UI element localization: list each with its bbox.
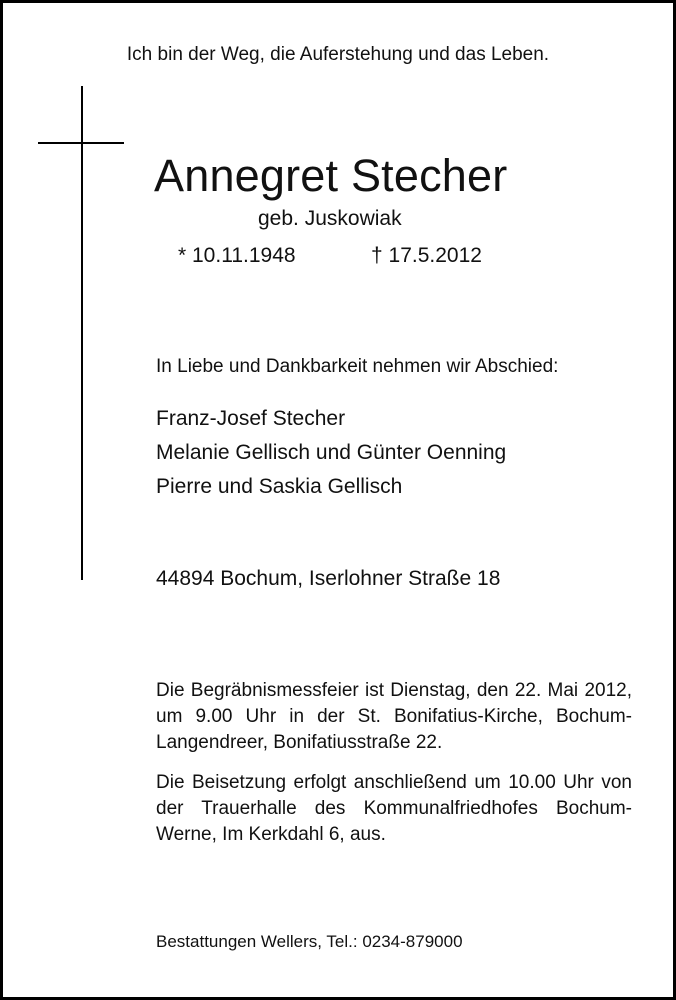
death-date: † 17.5.2012 [371,244,482,267]
mourner-name: Melanie Gellisch und Günter Oenning [156,441,507,464]
mourners-list [156,402,506,504]
birth-date: * 10.11.1948 [178,244,296,267]
maiden-name: geb. Juskowiak [258,207,402,230]
burial-paragraph: Die Beisetzung erfolgt anschließend um 10.00 Uhr von der Trauerhalle des Kommunalfriedhofes Bochum-Werne, Im Kerkdahl 6, aus. [156,772,632,845]
mourner-name: Franz-Josef Stecher [156,407,346,430]
family-address: 44894 Bochum, Iserlohner Straße 18 [156,567,501,590]
deceased-name: Annegret Stecher [154,150,508,201]
mourner-name: Pierre und Saskia Gellisch [156,475,403,498]
undertaker-contact: Bestattungen Wellers, Tel.: 0234-879000 [156,932,463,951]
cross-icon-crossbar [38,142,124,144]
motto-verse: Ich bin der Weg, die Auferstehung und das Leben. [126,44,550,65]
cross-icon [81,86,83,580]
funeral-mass-paragraph: Die Begräbnismessfeier ist Dienstag, den 22. Mai 2012, um 9.00 Uhr in der St. Bonifatius-Kirche, Bochum-Langendreer, Bonifatiusstraße 22. [156,680,632,753]
farewell-line: In Liebe und Dankbarkeit nehmen wir Abschied: [156,356,559,377]
